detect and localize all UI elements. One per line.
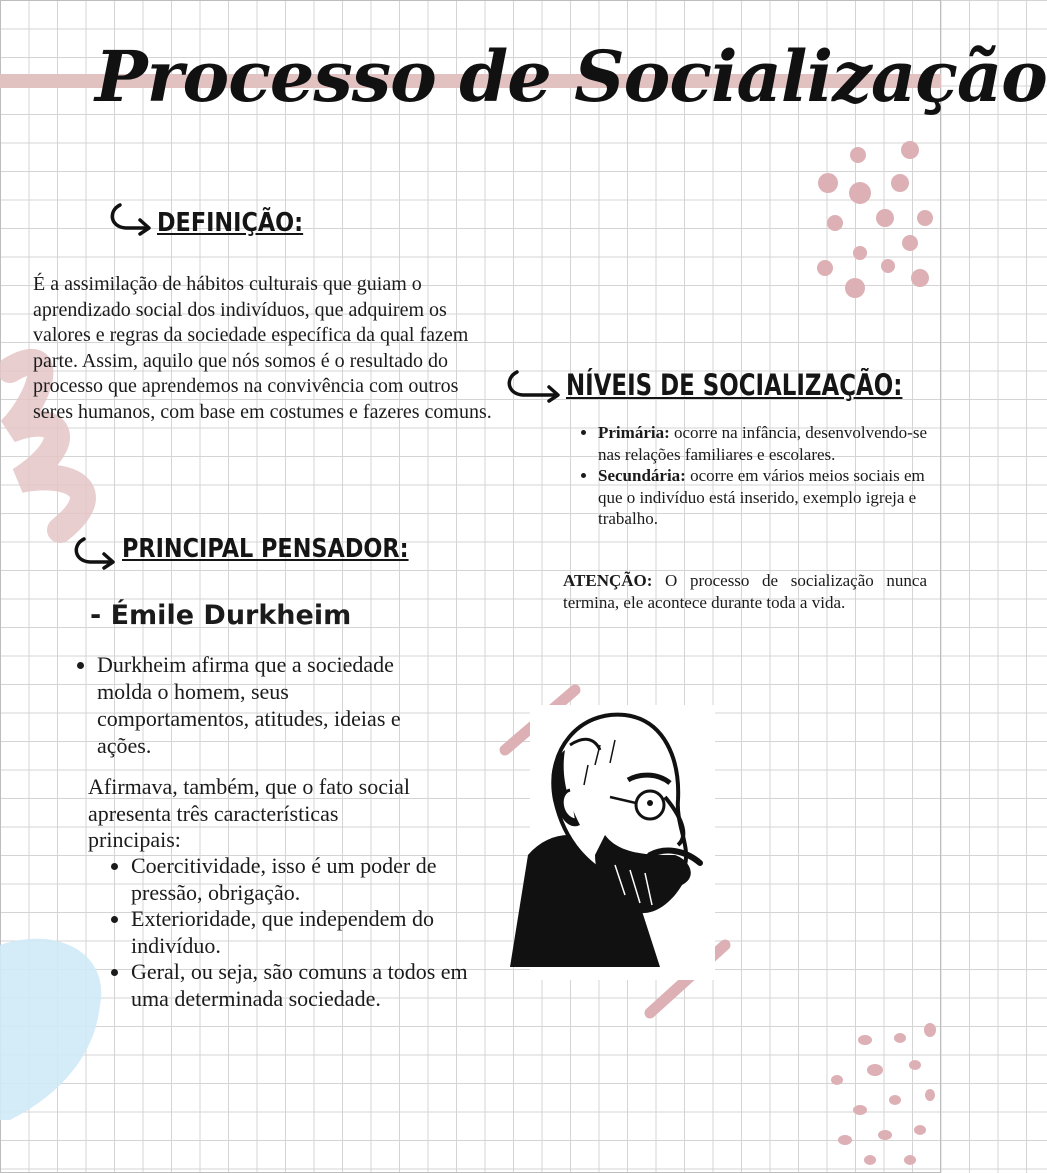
thinker-heading: PRINCIPAL PENSADOR:: [122, 534, 409, 564]
list-item: • Geral, ou seja, são comuns a todos em uma determinada sociedade.: [131, 959, 491, 1012]
attention-label: ATENÇÃO:: [563, 571, 653, 590]
definition-text: É a assimilação de hábitos culturais que guiam o aprendizado social dos indivíduos, que adquirem os valores e regras da sociedade específica da qual fazem parte. Assim, aquilo que nós somos é o resultado do processo que aprendemos na convivência com outros seres humanos, com base em costumes e fazeres comuns.: [33, 273, 492, 423]
curved-arrow-icon: [72, 535, 118, 569]
attention-note: [563, 570, 927, 613]
list-item: • Durkheim afirma que a sociedade molda o homem, seus comportamentos, atitudes, ideias e ações.: [97, 651, 417, 759]
curved-arrow-icon: [108, 201, 154, 235]
durkheim-portrait-illustration: [500, 705, 715, 980]
list-item: [598, 465, 943, 530]
pink-dots-bottom-right: [825, 1020, 941, 1170]
level-text: ocorre em vários meios sociais em que o indivíduo está inserido, exemplo igreja e trabalho.: [598, 466, 925, 528]
levels-list: [578, 422, 943, 530]
list-item: • Coercitividade, isso é um poder de pressão, obrigação.: [131, 853, 491, 906]
blue-brush-stroke: [0, 925, 120, 1125]
attention-text: O processo de socialização nunca termina, ele acontece durante toda a vida.: [563, 571, 927, 612]
list-item: • Exterioridade, que independem do indivíduo.: [131, 906, 491, 959]
pink-dots-top-right: [810, 138, 941, 308]
level-term: Primária:: [598, 423, 670, 442]
level-text: ocorre na infância, desenvolvendo-se nas relações familiares e escolares.: [598, 423, 927, 464]
thinker-bullet-list: [77, 651, 417, 759]
level-term: Secundária:: [598, 466, 686, 485]
thinker-also-text: Afirmava, também, que o fato social apresenta três características principais:: [88, 774, 410, 852]
curved-arrow-icon: [505, 368, 563, 402]
characteristics-list: [111, 853, 491, 1012]
levels-heading: NÍVEIS DE SOCIALIZAÇÃO:: [566, 368, 903, 402]
page-title: Processo de Socialização: [95, 35, 1047, 118]
definition-heading: DEFINIÇÃO:: [157, 208, 304, 238]
thinker-name: - Émile Durkheim: [90, 600, 352, 631]
list-item: [598, 422, 943, 465]
